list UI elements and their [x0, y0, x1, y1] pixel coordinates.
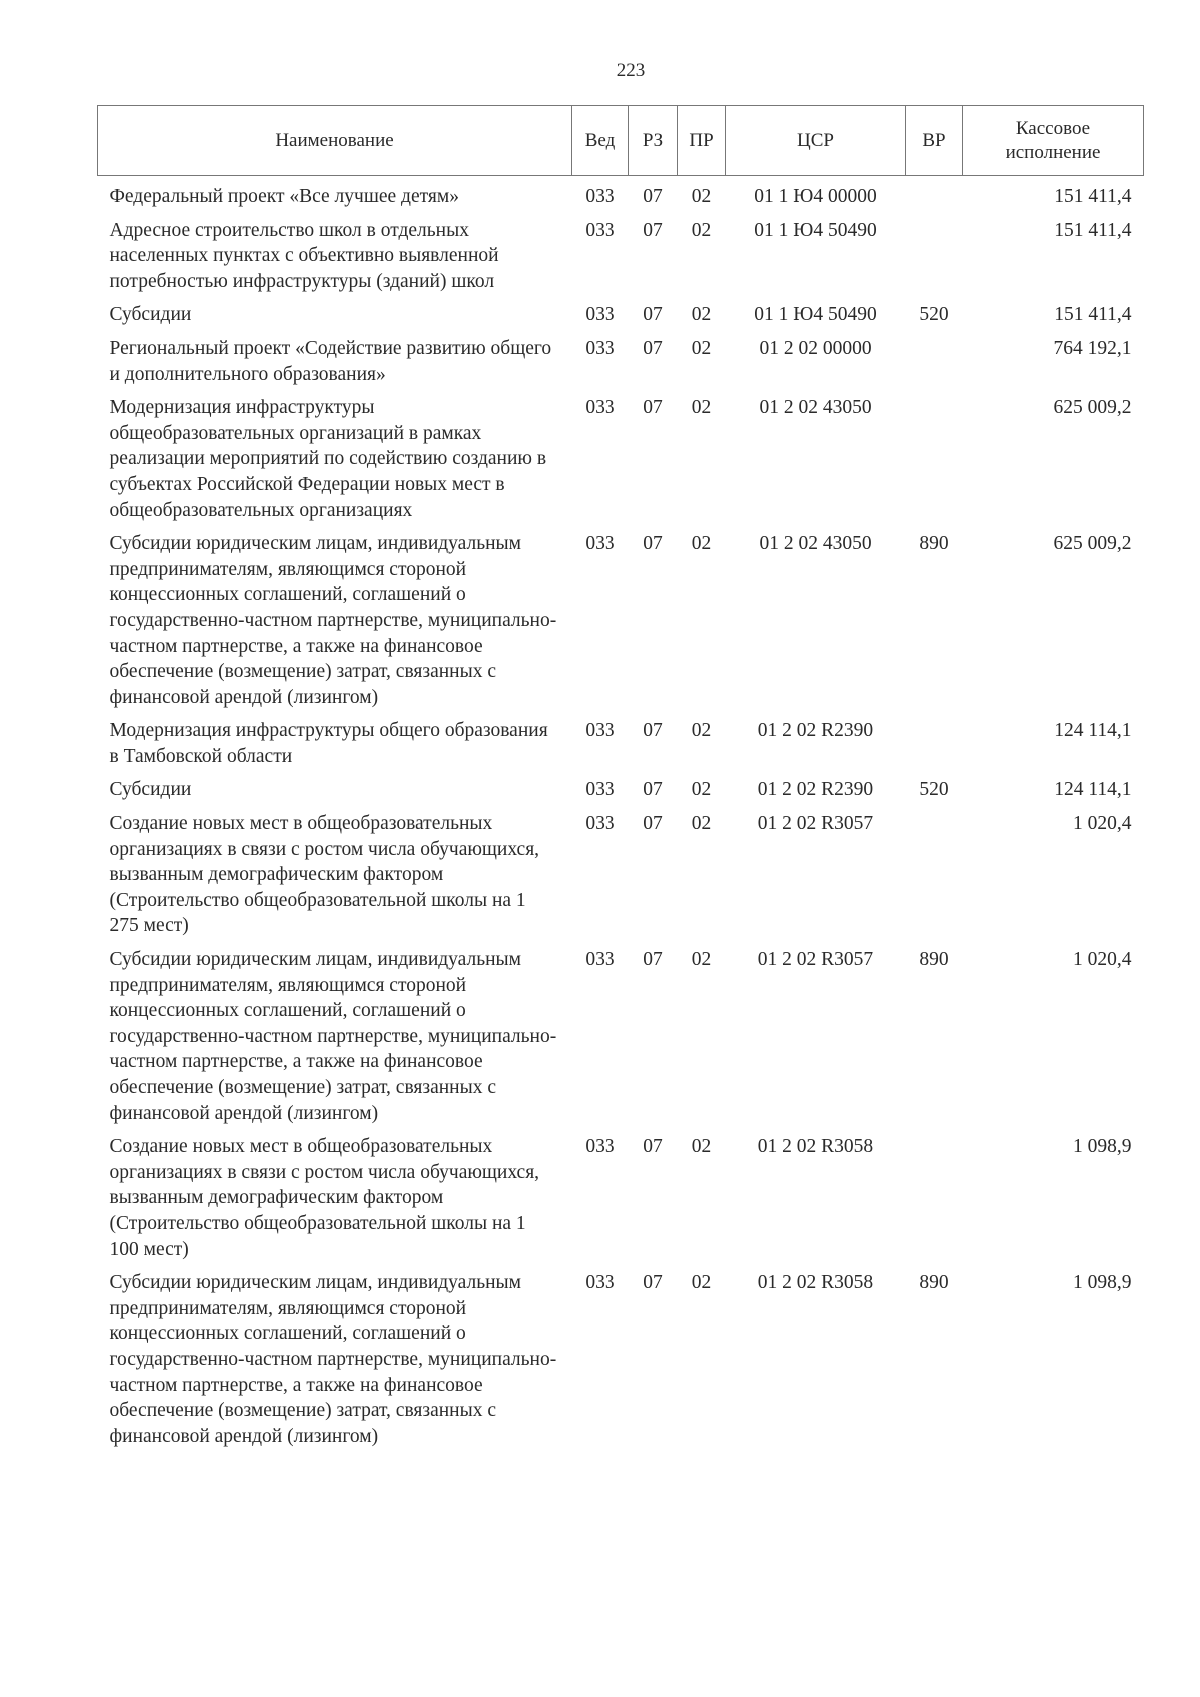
table-row: [98, 939, 1144, 1126]
row-amount: 625 009,2: [1053, 397, 1132, 419]
row-vr: [906, 387, 963, 523]
row-rz: 07: [643, 304, 663, 326]
row-rz: 07: [643, 949, 663, 971]
row-vr: [906, 176, 963, 210]
row-name: Субсидии юридическим лицам, индивидуальным предпринимателям, являющимся стороной концессионных соглашений, соглашений о государственно-частном партнерстве, муниципально-частном партнерстве, а также на финансовое обеспечение (возмещение) затрат, связанных с финансовой арендой (лизингом): [109, 949, 557, 1124]
row-name: Создание новых мест в общеобразовательных организациях в связи с ростом числа обучающихся, вызванным демографическим фактором (Строительство общеобразовательной школы на 1 275 мест): [109, 813, 540, 937]
row-amount: 1 098,9: [1073, 1272, 1132, 1294]
row-rz: 07: [643, 1272, 663, 1294]
row-pr: 02: [691, 219, 712, 241]
row-rz: 07: [643, 813, 663, 835]
row-pr: 02: [691, 186, 712, 207]
header-pr: ПР: [678, 106, 726, 176]
row-ved: 033: [585, 397, 615, 419]
row-ved: 033: [585, 779, 615, 801]
row-pr: 02: [691, 397, 712, 419]
header-name: Наименование: [98, 106, 572, 176]
row-name: Субсидии: [109, 304, 192, 326]
row-csr: 01 2 02 R3058: [757, 1136, 874, 1158]
row-name: Модернизация инфраструктуры общего образования в Тамбовской области: [109, 720, 548, 767]
row-rz: 07: [643, 397, 663, 419]
row-ved: 033: [585, 219, 615, 241]
header-vr: ВР: [906, 106, 963, 176]
header-row: [98, 106, 1144, 176]
row-pr: 02: [691, 949, 712, 971]
table-body: [98, 176, 1144, 1450]
row-csr: 01 2 02 R2390: [757, 779, 874, 801]
row-csr: 01 1 Ю4 50490: [754, 219, 877, 241]
row-name: Федеральный проект «Все лучшее детям»: [109, 186, 459, 207]
row-rz: 07: [643, 1136, 663, 1158]
row-rz: 07: [643, 219, 663, 241]
row-name: Субсидии: [109, 779, 192, 801]
row-ved: 033: [585, 533, 615, 555]
row-pr: 02: [691, 304, 712, 326]
page-number: 223: [616, 60, 646, 81]
row-amount: 151 411,4: [1054, 186, 1132, 207]
row-rz: 07: [643, 720, 663, 742]
row-name: Адресное строительство школ в отдельных населенных пунктах с объективно выявленной потребностью инфраструктуры (зданий) школ: [109, 219, 499, 292]
table-row: [98, 210, 1144, 295]
row-csr: 01 1 Ю4 50490: [754, 304, 877, 326]
row-amount: 151 411,4: [1054, 304, 1132, 326]
table-row: [98, 803, 1144, 939]
table-row: [98, 769, 1144, 803]
row-pr: 02: [691, 1272, 712, 1294]
row-amount: 124 114,1: [1054, 779, 1132, 801]
row-ved: 033: [585, 1136, 615, 1158]
table-row: [98, 1262, 1144, 1449]
row-csr: 01 2 02 R2390: [757, 720, 874, 742]
table-row: [98, 387, 1144, 523]
budget-table-container: [97, 105, 1143, 1449]
row-ved: 033: [585, 813, 615, 835]
row-ved: 033: [585, 186, 615, 207]
row-pr: 02: [691, 720, 712, 742]
row-rz: 07: [643, 186, 663, 207]
table-row: [98, 294, 1144, 328]
row-csr: 01 1 Ю4 00000: [754, 186, 877, 207]
row-vr: [906, 710, 963, 769]
row-csr: 01 2 02 00000: [759, 337, 872, 359]
row-amount: 1 098,9: [1073, 1136, 1132, 1158]
table-header: [98, 106, 1144, 176]
row-ved: 033: [585, 949, 615, 971]
row-csr: 01 2 02 R3057: [757, 813, 874, 835]
row-vr: 520: [919, 304, 949, 326]
row-vr: 890: [919, 949, 949, 971]
row-csr: 01 2 02 R3057: [757, 949, 874, 971]
row-name: Модернизация инфраструктуры общеобразовательных организаций в рамках реализации мероприятий по содействию созданию в субъектах Российской Федерации новых мест в общеобразовательных организациях: [109, 397, 547, 521]
row-rz: 07: [643, 337, 663, 359]
row-rz: 07: [643, 779, 663, 801]
table-row: [98, 523, 1144, 710]
row-rz: 07: [643, 533, 663, 555]
row-vr: 890: [919, 533, 949, 555]
table-row: [98, 710, 1144, 769]
row-vr: 890: [919, 1272, 949, 1294]
row-csr: 01 2 02 R3058: [757, 1272, 874, 1294]
row-amount: 625 009,2: [1053, 533, 1132, 555]
row-vr: [906, 1126, 963, 1262]
row-csr: 01 2 02 43050: [759, 397, 872, 419]
row-csr: 01 2 02 43050: [759, 533, 872, 555]
row-vr: 520: [919, 779, 949, 801]
row-ved: 033: [585, 1272, 615, 1294]
row-pr: 02: [691, 813, 712, 835]
row-pr: 02: [691, 779, 712, 801]
row-name: Субсидии юридическим лицам, индивидуальным предпринимателям, являющимся стороной концессионных соглашений, соглашений о государственно-частном партнерстве, муниципально-частном партнерстве, а также на финансовое обеспечение (возмещение) затрат, связанных с финансовой арендой (лизингом): [109, 533, 557, 708]
budget-table: [97, 105, 1144, 1449]
table-row: [98, 176, 1144, 210]
row-vr: [906, 210, 963, 295]
row-name: Создание новых мест в общеобразовательных организациях в связи с ростом числа обучающихся, вызванным демографическим фактором (Строительство общеобразовательной школы на 1 100 мест): [109, 1136, 540, 1260]
row-name: Субсидии юридическим лицам, индивидуальным предпринимателям, являющимся стороной концессионных соглашений, соглашений о государственно-частном партнерстве, муниципально-частном партнерстве, а также на финансовое обеспечение (возмещение) затрат, связанных с финансовой арендой (лизингом): [109, 1272, 557, 1447]
row-vr: [906, 328, 963, 387]
row-amount: 764 192,1: [1053, 337, 1132, 359]
header-amount: Кассовое исполнение: [963, 106, 1144, 176]
table-row: [98, 1126, 1144, 1262]
row-amount: 1 020,4: [1073, 949, 1132, 971]
row-ved: 033: [585, 304, 615, 326]
row-amount: 124 114,1: [1054, 720, 1132, 742]
header-rz: РЗ: [629, 106, 678, 176]
row-name: Региональный проект «Содействие развитию общего и дополнительного образования»: [109, 337, 552, 385]
row-vr: [906, 803, 963, 939]
row-amount: 1 020,4: [1073, 813, 1132, 835]
row-ved: 033: [585, 337, 615, 359]
row-pr: 02: [691, 533, 712, 555]
row-amount: 151 411,4: [1054, 219, 1132, 241]
header-ved: Вед: [572, 106, 629, 176]
table-row: [98, 328, 1144, 387]
row-pr: 02: [691, 337, 712, 359]
row-pr: 02: [691, 1136, 712, 1158]
row-ved: 033: [585, 720, 615, 742]
header-csr: ЦСР: [726, 106, 906, 176]
